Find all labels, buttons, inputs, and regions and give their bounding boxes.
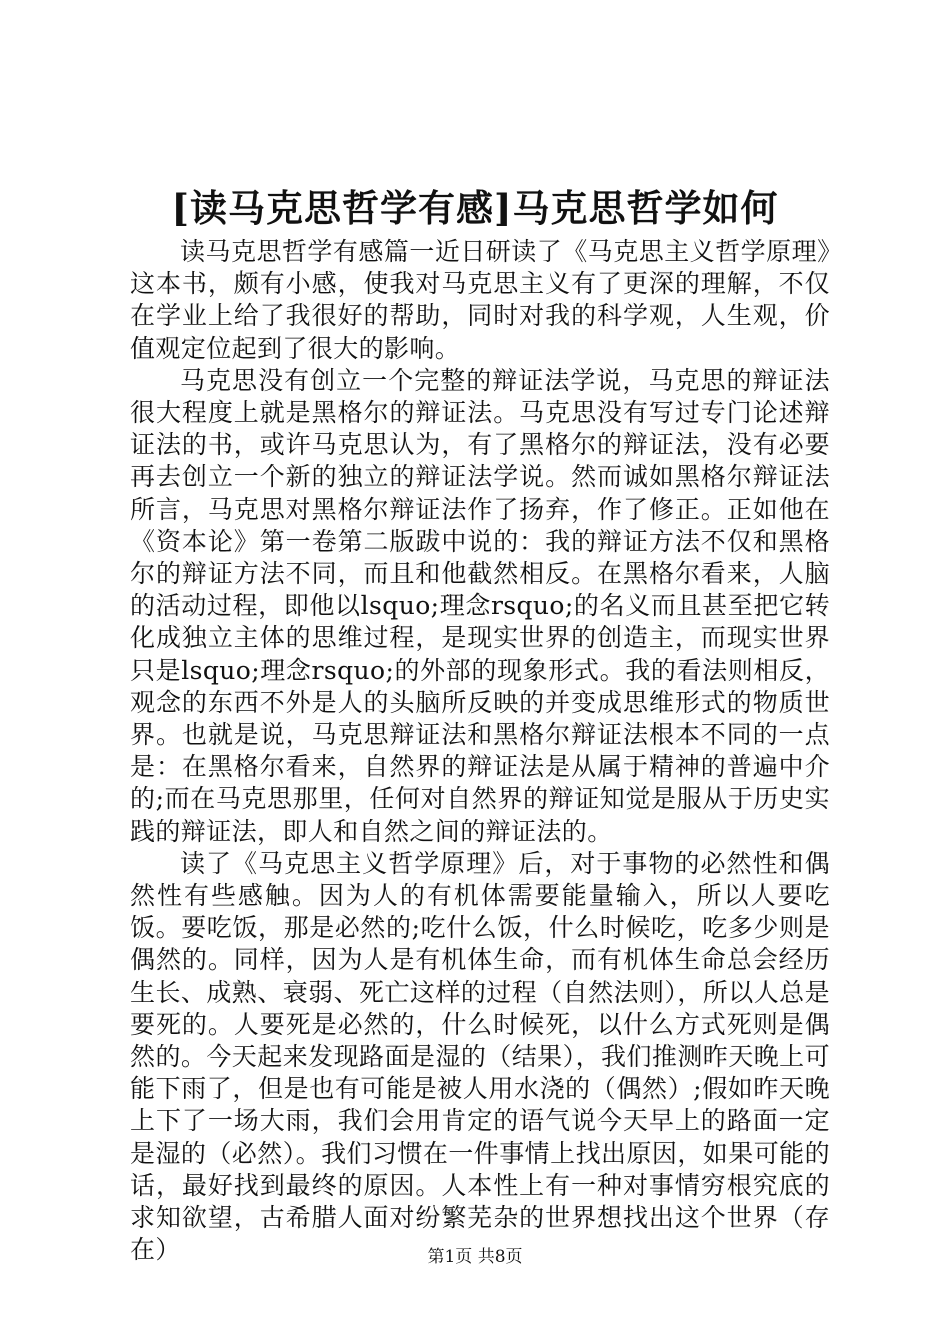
page-number-footer: 第1页 共8页 [427, 1247, 523, 1267]
document-body [130, 236, 830, 1267]
paragraph-3: 读了《马克思主义哲学原理》后，对于事物的必然性和偶然性有些感触。因为人的有机体需要能量输入，所以人要吃饭。要吃饭，那是必然的;吃什么饭，什么时候吃，吃多少则是偶然的。同样，因为人是有机体生命，而有机体生命总会经历生长、成熟、衰弱、死亡这样的过程（自然法则），所以人总是要死的。人要死是必然的，什么时候死，以什么方式死则是偶然的。今天起来发现路面是湿的（结果），我们推测昨天晚上可能下雨了，但是也有可能是被人用水浇的（偶然）;假如昨天晚上下了一场大雨，我们会用肯定的语气说今天早上的路面一定是湿的（必然）。我们习惯在一件事情上找出原因，如果可能的话，最好找到最终的原因。人本性上有一种对事情穷根究底的求知欲望，古希腊人面对纷繁芜杂的世界想找出这个世界（存在） [130, 848, 830, 1265]
paragraph-1: 读马克思哲学有感篇一近日研读了《马克思主义哲学原理》这本书，颇有小感，使我对马克思主义有了更深的理解，不仅在学业上给了我很好的帮助，同时对我的科学观，人生观，价值观定位起到了很大的影响。 [130, 237, 830, 363]
page-title: [读马克思哲学有感]马克思哲学如何 [171, 186, 779, 230]
paragraph-2: 马克思没有创立一个完整的辩证法学说，马克思的辩证法很大程度上就是黑格尔的辩证法。马克思没有写过专门论述辩证法的书，或许马克思认为，有了黑格尔的辩证法，没有必要再去创立一个新的独立的辩证法学说。然而诚如黑格尔辩证法所言，马克思对黑格尔辩证法作了扬弃，作了修正。正如他在《资本论》第一卷第二版跋中说的：我的辩证方法不仅和黑格尔的辩证方法不同，而且和他截然相反。在黑格尔看来，人脑的活动过程，即他以lsquo;理念rsquo;的名义而且甚至把它转化成独立主体的思维过程，是现实世界的创造主，而现实世界只是lsquo;理念rsquo;的外部的现象形式。我的看法则相反，观念的东西不外是人的头脑所反映的并变成思维形式的物质世界。也就是说，马克思辩证法和黑格尔辩证法根本不同的一点是：在黑格尔看来，自然界的辩证法是从属于精神的普遍中介的;而在马克思那里，任何对自然界的辩证知觉是服从于历史实践的辩证法，即人和自然之间的辩证法的。 [130, 365, 830, 846]
